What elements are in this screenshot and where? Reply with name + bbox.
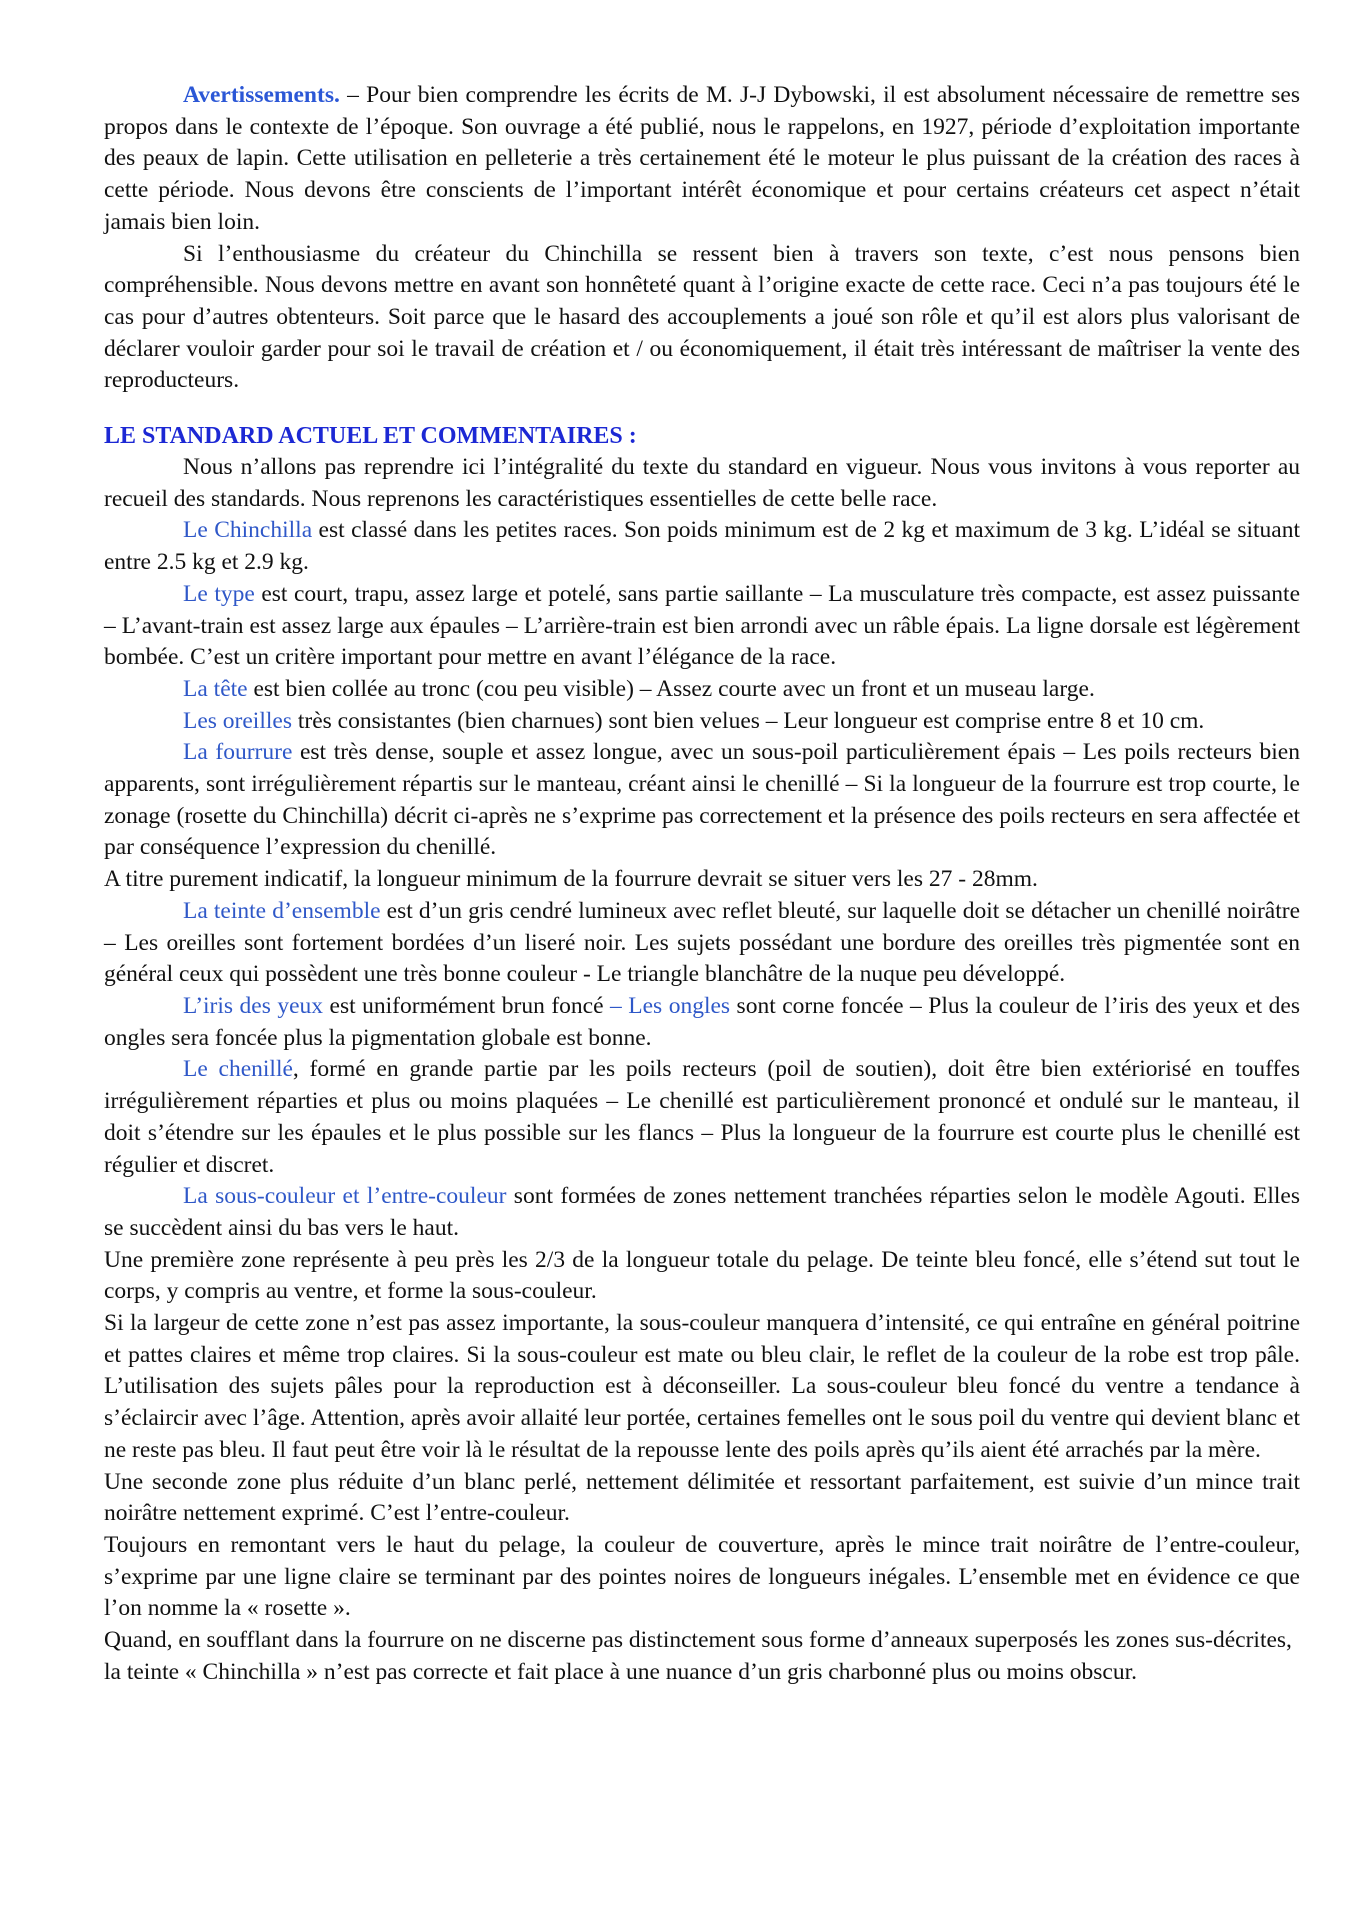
head-label: La tête [183, 675, 248, 702]
head-paragraph [104, 674, 1300, 706]
iris-paragraph [104, 991, 1300, 1054]
zone3-paragraph: Toujours en remontant vers le haut du pelage, la couleur de couverture, après le mince trait noirâtre de l’entre-couleur, s’exprime par une ligne claire se terminant par des pointes noires de longueurs inégales. L’ensemble met en évidence ce que l’on nomme la « rosette ». [104, 1531, 1300, 1622]
fur-label: La fourrure [183, 739, 293, 766]
chenille-paragraph [104, 1054, 1300, 1181]
chenille-label: Le chenillé [183, 1056, 293, 1083]
type-text: est court, trapu, assez large et potelé, sans partie saillante – La musculature très compacte, est assez puissante – L’avant-train est assez large aux épaules – L’arrière-train est bien arrondi avec un râble épais. La ligne dorsale est légèrement bombée. C’est un critère important pour mettre en avant l’élégance de la race. [104, 580, 1301, 671]
undercolor-text: sont formées de zones nettement tranchées réparties selon le modèle Agouti. Elles se succèdent ainsi du bas vers le haut. [104, 1183, 1300, 1241]
ears-paragraph [104, 706, 1300, 738]
conclusion-paragraph: Quand, en soufflant dans la fourrure on ne discerne pas distinctement sous forme d’anneaux superposés les zones sus-décrites, la teinte « Chinchilla » n’est pas correcte et fait place à une nuance d’un gris charbonné plus ou moins obscur. [104, 1627, 1292, 1685]
warning-text: – Pour bien comprendre les écrits de M. J-J Dybowski, il est absolument nécessaire de remettre ses propos dans le contexte de l’époque. Son ouvrage a été publié, nous le rappelons, en 1927, période d’exploitation importante des peaux de lapin. Cette utilisation en pelleterie a très certainement été le moteur le plus puissant de la création des races à cette période. Nous devons être conscients de l’important intérêt économique et pour certains créateurs cet aspect n’était jamais bien loin. [104, 82, 1300, 235]
fur-note-paragraph: A titre purement indicatif, la longueur minimum de la fourrure devrait se situer vers les 27 - 28mm. [104, 866, 1038, 893]
chenille-text: , formé en grande partie par les poils recteurs (poil de soutien), doit être bien extériorisé en touffes irrégulièrement réparties et plus ou moins plaquées – Le chenillé est particulièrement prononcé et ondulé sur le manteau, il doit s’étendre sur les épaules et le plus possible sur les flancs – Plus la longueur de la fourrure est courte plus le chenillé est régulier et discret. [104, 1056, 1300, 1178]
warning-label: Avertissements. [183, 82, 340, 108]
tint-label: La teinte d’ensemble [183, 897, 381, 924]
ears-text: très consistantes (bien charnues) sont bien velues – Leur longueur est comprise entre 8 et 10 cm. [291, 707, 1205, 734]
type-label: Le type [183, 580, 255, 607]
tint-paragraph [104, 896, 1300, 991]
nails-label: – Les ongles [610, 992, 731, 1019]
zone2-paragraph: Une seconde zone plus réduite d’un blanc perlé, nettement délimitée et ressortant parfaitement, est suivie d’un mince trait noirâtre nettement exprimé. C’est l’entre-couleur. [104, 1468, 1300, 1527]
zone1-detail-paragraph: Si la largeur de cette zone n’est pas assez importante, la sous-couleur manquera d’intensité, ce qui entraîne en général poitrine et pattes claires et même trop claires. Si la sous-couleur est mate ou bleu clair, le reflet de la couleur de la robe est trop pâle. L’utilisation des sujets pâles pour la reproduction est à déconseiller. La sous-couleur bleu foncé du ventre a tendance à s’éclaircir avec l’âge. Attention, après avoir allaité leur portée, certaines femelles ont le sous poil du ventre qui devient blanc et ne reste pas bleu. Il faut peut être voir là le résultat de la repousse lente des poils après qu’ils aient été arrachés par la mère. [104, 1310, 1300, 1463]
zone1-paragraph: Une première zone représente à peu près les 2/3 de la longueur totale du pelage. De teinte bleu foncé, elle s’étend sut tout le corps, y compris au ventre, et forme la sous-couleur. [104, 1246, 1300, 1305]
standard-intro-paragraph: Nous n’allons pas reprendre ici l’intégralité du texte du standard en vigueur. Nous vous invitons à vous reporter au recueil des standards. Nous reprenons les caractéristiques essentielles de cette belle race. [104, 454, 1300, 512]
chinchilla-label: Le Chinchilla [183, 517, 313, 544]
iris-label: L’iris des yeux [183, 992, 324, 1019]
creator-paragraph: Si l’enthousiasme du créateur du Chinchilla se ressent bien à travers son texte, c’est nous pensons bien compréhensible. Nous devons mettre en avant son honnêteté quant à l’origine exacte de cette race. Ceci n’a pas toujours été le cas pour d’autres obtenteurs. Soit parce que le hasard des accouplements a joué son rôle et qu’il est alors plus valorisant de déclarer vouloir garder pour soi le travail de création et / ou économiquement, il était très intéressant de maîtriser la vente des reproducteurs. [104, 240, 1300, 394]
warning-paragraph [104, 80, 1300, 239]
undercolor-paragraph [104, 1181, 1300, 1244]
undercolor-label: La sous-couleur et l’entre-couleur [183, 1183, 507, 1210]
iris-text: est uniformément brun foncé [323, 992, 611, 1019]
section-heading: LE STANDARD ACTUEL ET COMMENTAIRES : [104, 423, 637, 450]
head-text: est bien collée au tronc (cou peu visible) – Assez courte avec un front et un museau large. [247, 675, 1095, 702]
chinchilla-text: est classé dans les petites races. Son poids minimum est de 2 kg et maximum de 3 kg. L’idéal se situant entre 2.5 kg et 2.9 kg. [104, 517, 1301, 576]
chinchilla-weight-paragraph [104, 515, 1300, 578]
fur-text: est très dense, souple et assez longue, avec un sous-poil particulièrement épais – Les poils recteurs bien apparents, sont irrégulièrement répartis sur le manteau, créant ainsi le chenillé – Si la longueur de la fourrure est trop courte, le zonage (rosette du Chinchilla) décrit ci-après ne s’exprime pas correctement et la présence des poils recteurs en sera affectée et par conséquence l’expression du chenillé. [104, 739, 1300, 861]
tint-text: est d’un gris cendré lumineux avec reflet bleuté, sur laquelle doit se détacher un chenillé noirâtre – Les oreilles sont fortement bordées d’un liseré noir. Les sujets possédant une bordure des oreilles très pigmentée sont en général ceux qui possèdent une très bonne couleur - Le triangle blanchâtre de la nuque peu développé. [104, 897, 1300, 988]
document-page [104, 80, 1300, 1688]
type-paragraph [104, 579, 1300, 674]
ears-label: Les oreilles [183, 707, 292, 734]
nails-text: sont corne foncée – Plus la couleur de l’iris des yeux et des ongles sera foncée plus la pigmentation globale est bonne. [104, 992, 1300, 1051]
fur-paragraph [104, 737, 1300, 864]
